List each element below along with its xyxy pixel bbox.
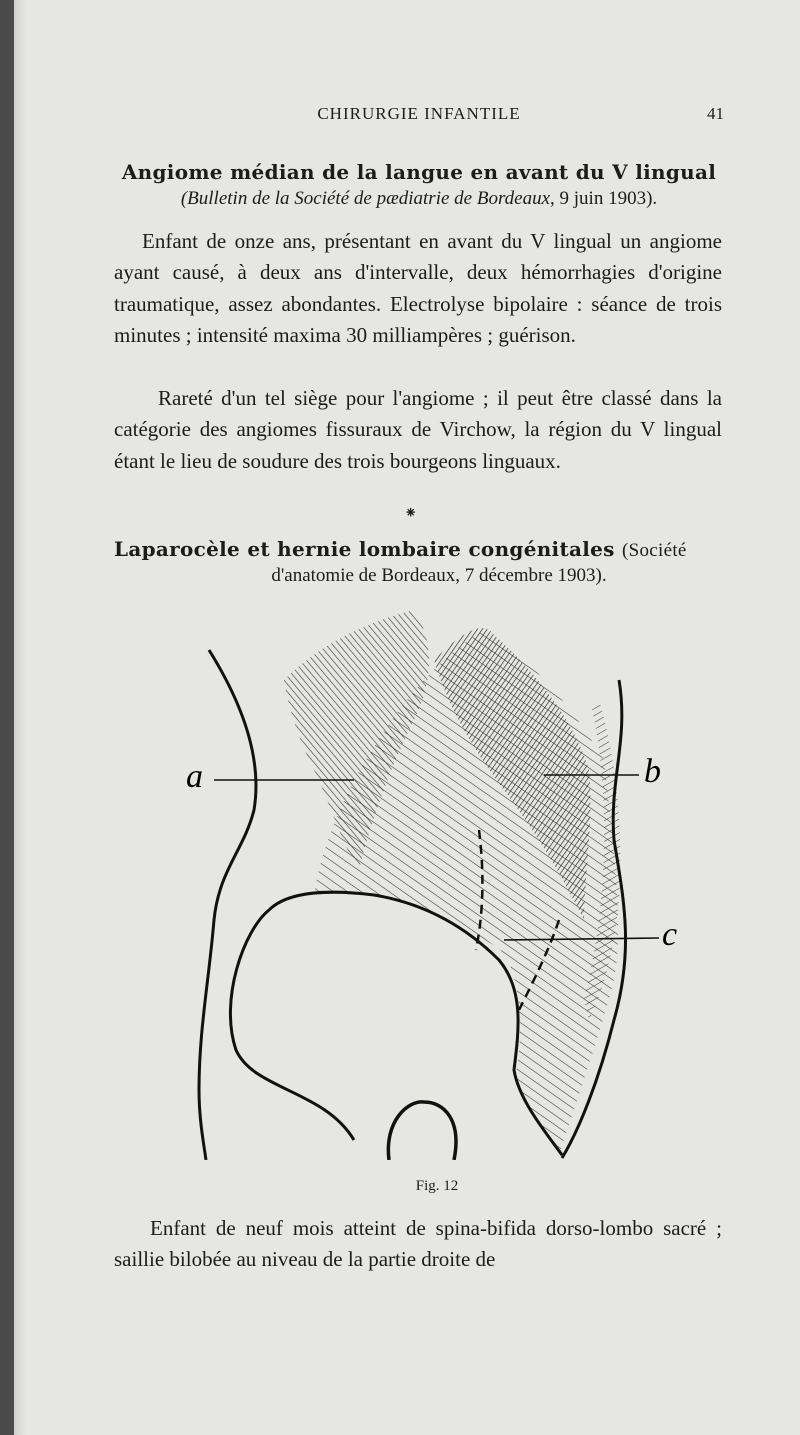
section1-citation <box>114 188 724 210</box>
running-head <box>114 100 724 130</box>
left-contour <box>199 650 256 1160</box>
section2-citation-line1: (Société <box>622 540 687 561</box>
label-b: b <box>644 753 661 790</box>
label-a: a <box>186 758 203 795</box>
section1-title: Angiome médian de la langue en avant du V lingual <box>121 160 717 184</box>
section3-paragraph: Enfant de neuf mois atteint de spina-bifida dorso-lombo sacré ; saillie bilobée au niveau de la partie droite de <box>114 1216 722 1272</box>
figure-caption: Fig. 12 <box>415 1178 459 1194</box>
citation-open: ( <box>180 188 188 209</box>
book-page <box>14 0 800 1435</box>
citation-source: Bulletin de la Société de pædiatrie de Bordeaux <box>187 188 551 209</box>
anatomical-figure <box>14 600 800 1160</box>
running-title: CHIRURGIE INFANTILE <box>317 104 521 123</box>
section2-title: Laparocèle et hernie lombaire congénitales <box>114 537 615 561</box>
separator-asterism: ⁕ <box>404 505 418 522</box>
page-number: 41 <box>707 104 724 123</box>
section1-paragraph1: Enfant de onze ans, présentant en avant du V lingual un angiome ayant causé, à deux ans d'intervalle, deux hémorrhagies d'origine traumatique, assez abondantes. Electrolyse bipolaire : séance de trois minutes ; intensité maxima 30 milliampères ; guérison. <box>114 229 722 348</box>
small-arch <box>388 1102 456 1160</box>
section2-citation-line2: d'anatomie de Bordeaux, 7 décembre 1903). <box>271 565 607 586</box>
label-c: c <box>662 916 678 953</box>
section2-title-line <box>114 537 724 562</box>
section1-paragraph2: Rareté d'un tel siège pour l'angiome ; il peut être classé dans la catégorie des angiomes fissuraux de Virchow, la région du V lingual étant le lieu de soudure des trois bourgeons linguaux. <box>114 386 722 473</box>
citation-date: , 9 juin 1903). <box>550 188 658 209</box>
